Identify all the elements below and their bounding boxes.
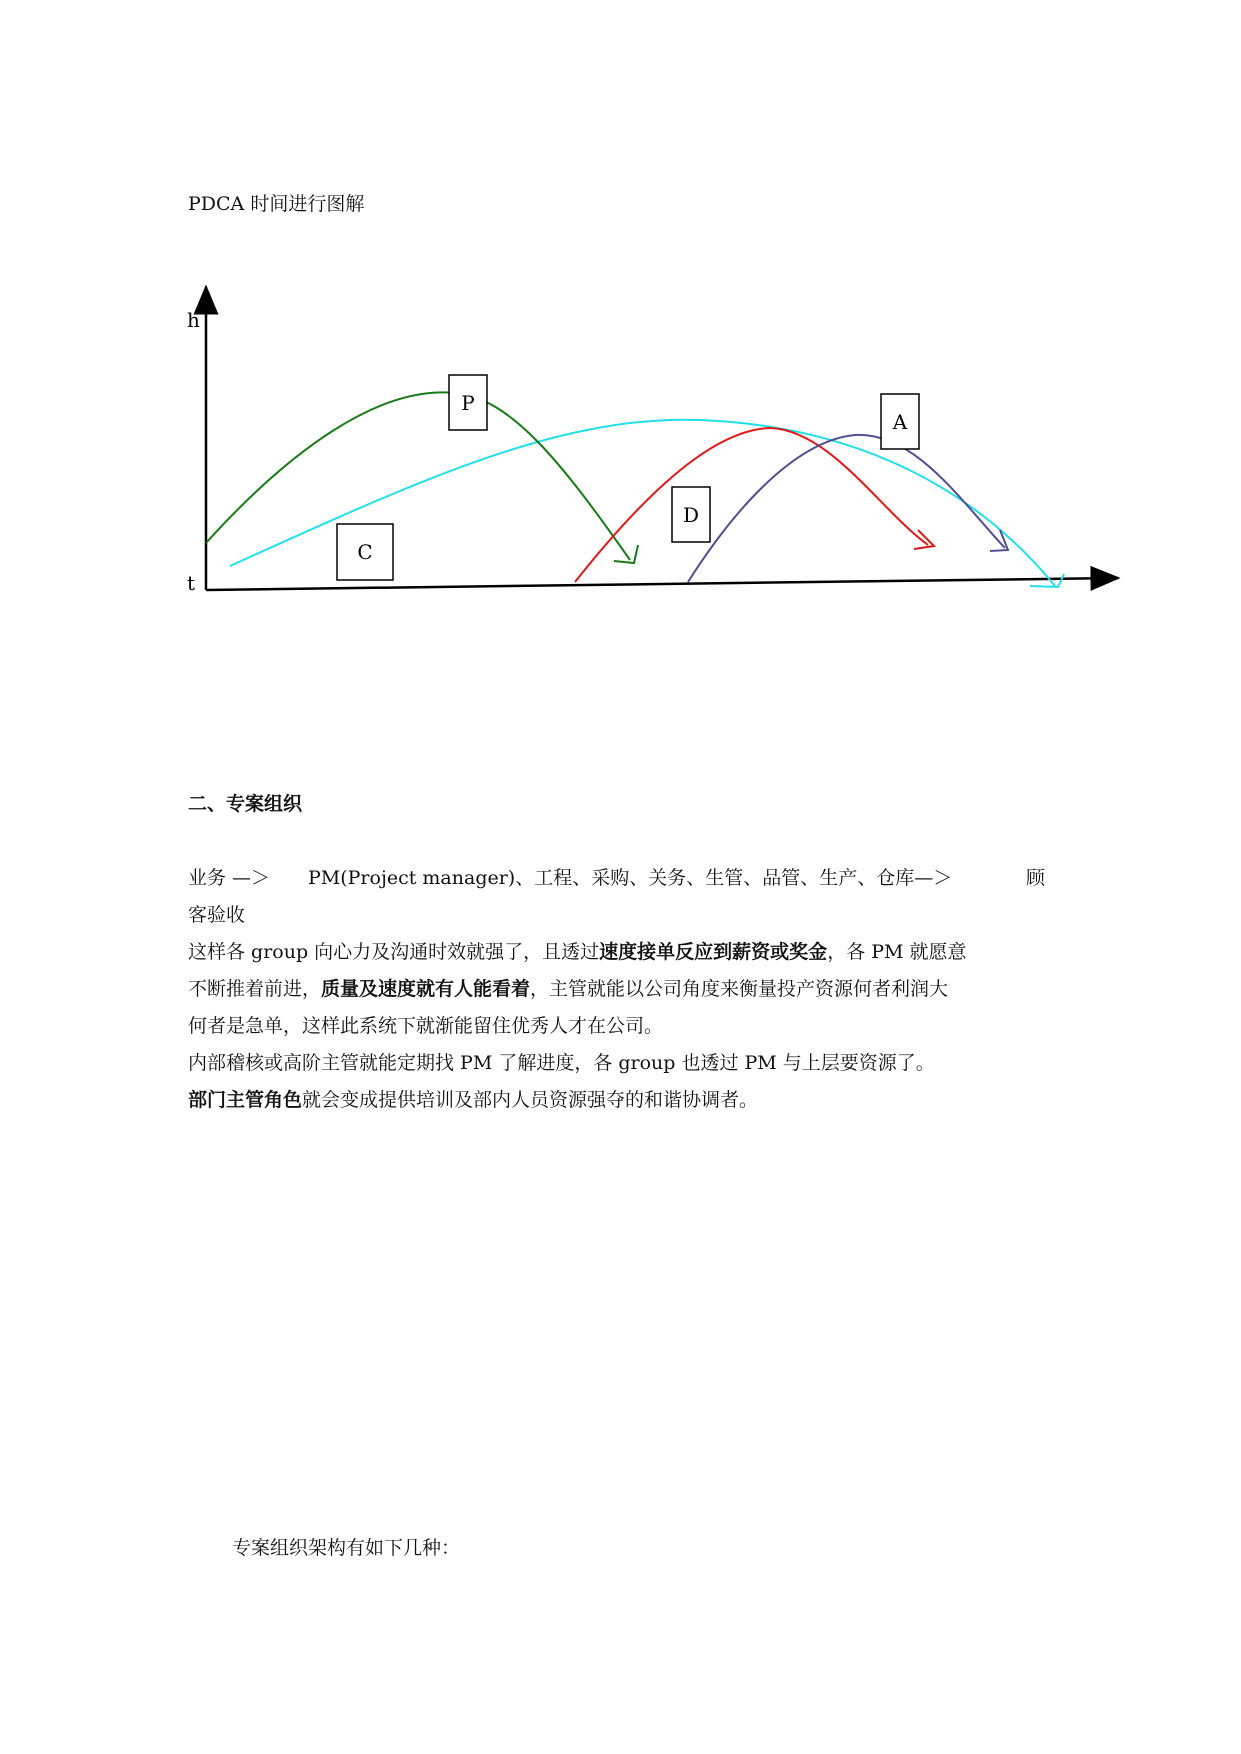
- paragraph1-line3: 何者是急单，这样此系统下就渐能留住优秀人才在公司。: [188, 1015, 664, 1037]
- closing-line: 专案组织架构有如下几种：: [232, 1537, 461, 1559]
- paragraph1-line2: [188, 971, 948, 1008]
- box-c-label: C: [357, 540, 373, 564]
- flow-line1-right: 顾: [1026, 867, 1046, 889]
- p1-part2: ，各 PM 就愿意: [827, 941, 967, 963]
- pdca-diagram: [0, 0, 1241, 640]
- box-a-label: A: [892, 410, 908, 434]
- p3-bold: 部门主管角色: [188, 1089, 303, 1111]
- paragraph2: 内部稽核或高阶主管就能定期找 PM 了解进度，各 group 也透过 PM 与上层要资源了。: [188, 1052, 935, 1074]
- d-curve-arrowhead: [914, 530, 934, 549]
- diagram-title: PDCA 时间进行图解: [188, 193, 365, 215]
- paragraph3: [188, 1082, 758, 1119]
- box-p-label: P: [461, 391, 475, 415]
- paragraph1-line1: [188, 934, 967, 971]
- p1-bold1: 速度接单反应到薪资或奖金: [599, 941, 828, 963]
- x-axis-label: t: [187, 571, 196, 595]
- flow-line2: 客验收: [188, 904, 246, 926]
- y-axis-label: h: [187, 308, 200, 332]
- box-d-label: D: [682, 503, 700, 527]
- p3-text: 就会变成提供培训及部内人员资源强夺的和谐协调者。: [302, 1089, 759, 1111]
- p-curve: [206, 392, 630, 560]
- p1-part4: ，主管就能以公司角度来衡量投产资源何者利润大: [530, 978, 949, 1000]
- p1-part3: 不断推着前进，: [188, 978, 322, 1000]
- p1-part1: 这样各 group 向心力及沟通时效就强了，且透过: [188, 941, 600, 963]
- a-curve: [688, 435, 1005, 582]
- p1-bold2: 质量及速度就有人能看着: [321, 978, 531, 1000]
- flow-line1-left: 业务 —＞: [188, 867, 271, 889]
- d-curve: [575, 428, 928, 582]
- flow-line1-middle: PM(Project manager)、工程、采购、关务、生管、品管、生产、仓库—＞: [308, 867, 953, 889]
- section-heading: 二、专案组织: [188, 793, 303, 815]
